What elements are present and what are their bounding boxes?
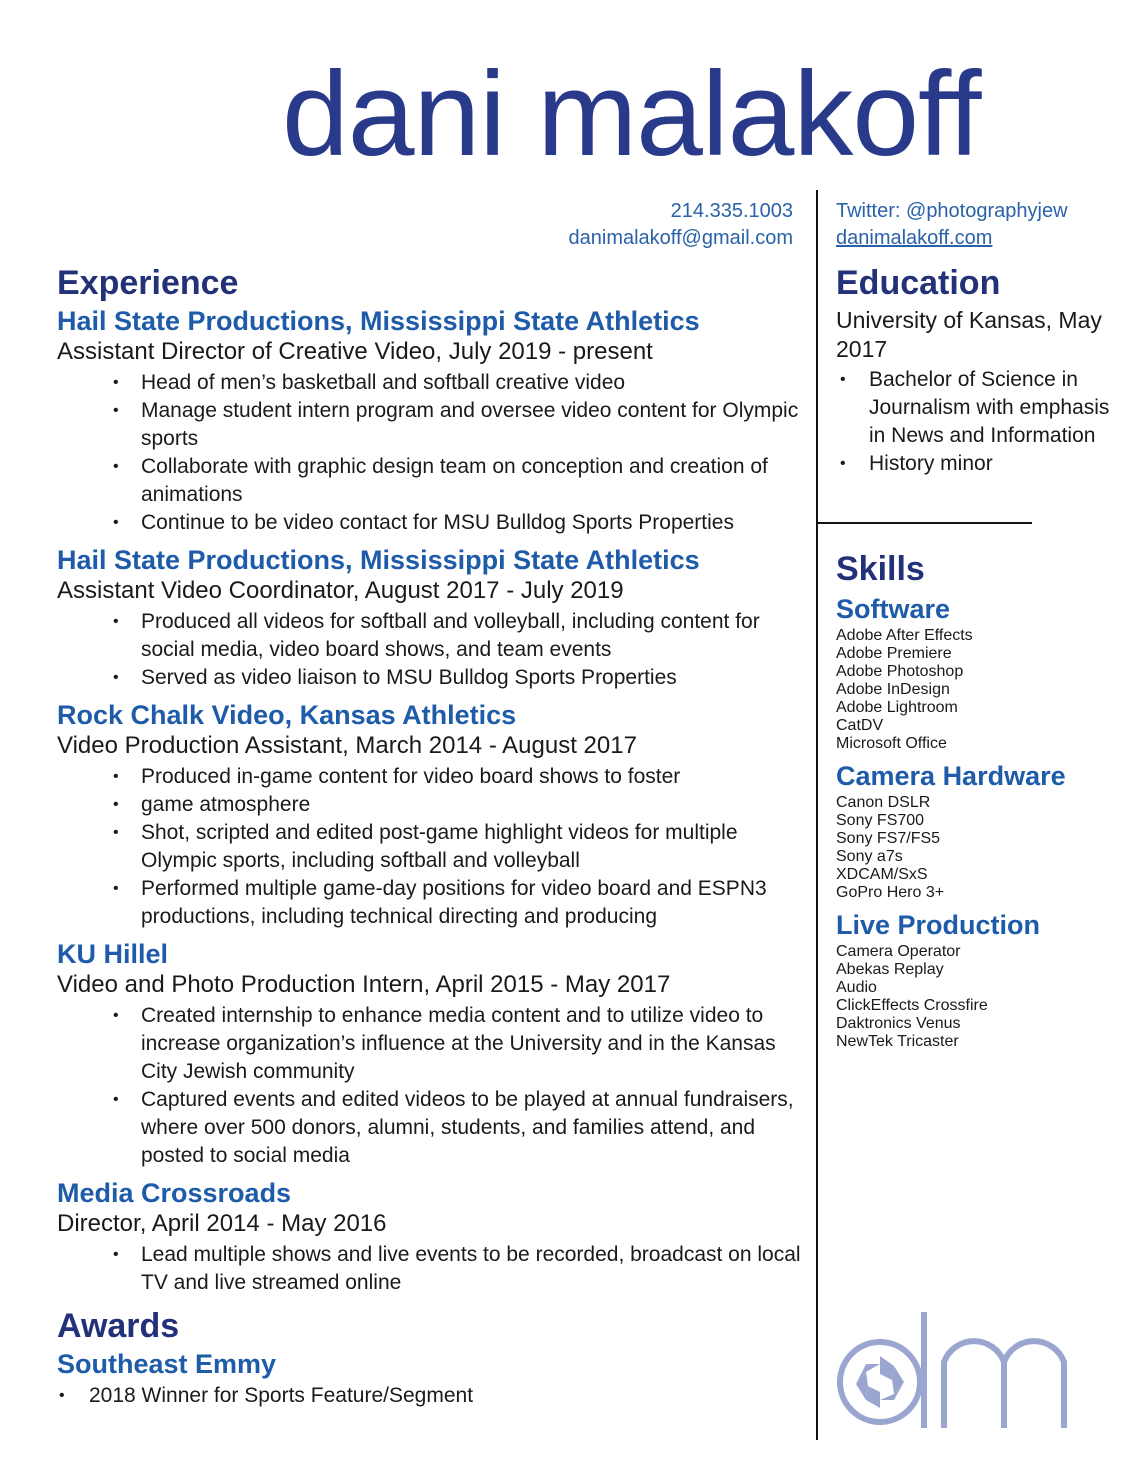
job-entry — [57, 1178, 807, 1297]
skill-list — [836, 943, 1126, 1051]
right-column — [836, 262, 1126, 486]
education-title: Education — [836, 264, 1001, 302]
education-divider — [816, 522, 1032, 524]
skill-item: Sony FS7/FS5 — [836, 830, 941, 847]
skill-item: Adobe InDesign — [836, 681, 950, 698]
skills-section — [836, 548, 1126, 1059]
skill-item: XDCAM/SxS — [836, 866, 928, 883]
skill-item: Adobe Lightroom — [836, 699, 958, 716]
job-organization: KU Hillel — [57, 939, 169, 969]
job-bullet: • game atmosphere — [57, 791, 807, 819]
skill-item: Daktronics Venus — [836, 1015, 961, 1032]
job-bullet: • Created internship to enhance media content and to utilize video to increase organization’s influence at the University and in the Kansas City Jewish community — [57, 1002, 807, 1086]
skill-item: NewTek Tricaster — [836, 1033, 959, 1050]
skill-group-title: Camera Hardware — [836, 761, 1066, 791]
award-name: Southeast Emmy — [57, 1349, 277, 1379]
job-role: Assistant Video Coordinator, August 2017 - July 2019 — [57, 577, 624, 604]
job-bullet: • Continue to be video contact for MSU Bulldog Sports Properties — [57, 509, 807, 537]
contact-right — [836, 198, 1068, 252]
skill-item: Adobe Photoshop — [836, 663, 964, 680]
skill-group-title: Software — [836, 594, 951, 624]
skill-item: Microsoft Office — [836, 735, 947, 752]
email-address[interactable]: danimalakoff@gmail.com — [568, 227, 793, 249]
job-bullet: • Captured events and edited videos to be played at annual fundraisers, where over 500 donors, alumni, students, and families attend, and posted to social media — [57, 1086, 807, 1170]
education-bullets — [836, 366, 1126, 478]
job-entry — [57, 939, 807, 1170]
job-bullet: • Produced all videos for softball and volleyball, including content for social media, video board shows, and team events — [57, 608, 807, 664]
skill-item: Audio — [836, 979, 877, 996]
job-bullet: • Shot, scripted and edited post-game highlight videos for multiple Olympic sports, including softball and volleyball — [57, 819, 807, 875]
dm-logo-icon — [832, 1300, 1067, 1440]
job-role: Video and Photo Production Intern, April 2015 - May 2017 — [57, 971, 671, 998]
left-column — [57, 262, 807, 1418]
skill-list — [836, 794, 1126, 902]
award-bullets — [57, 1382, 807, 1410]
skill-item: Canon DSLR — [836, 794, 931, 811]
skill-group-title: Live Production — [836, 910, 1041, 940]
job-bullet: • Manage student intern program and oversee video content for Olympic sports — [57, 397, 807, 453]
twitter-handle: Twitter: @photographyjew — [836, 200, 1068, 222]
job-bullets — [57, 1241, 807, 1297]
skill-item: Sony FS700 — [836, 812, 925, 829]
job-bullets — [57, 1002, 807, 1170]
education-school: University of Kansas, May 2017 — [836, 307, 1102, 362]
job-organization: Hail State Productions, Mississippi State Athletics — [57, 545, 700, 575]
education-bullet: • Bachelor of Science in Journalism with emphasis in News and Information — [836, 366, 1126, 450]
job-role: Video Production Assistant, March 2014 - August 2017 — [57, 732, 637, 759]
award-bullet: • 2018 Winner for Sports Feature/Segment — [57, 1382, 807, 1410]
awards-title: Awards — [57, 1307, 180, 1345]
job-bullet: • Served as video liaison to MSU Bulldog Sports Properties — [57, 664, 807, 692]
job-entry — [57, 700, 807, 931]
job-bullet: • Collaborate with graphic design team on conception and creation of animations — [57, 453, 807, 509]
job-role: Assistant Director of Creative Video, July 2019 - present — [57, 338, 653, 365]
job-bullets — [57, 369, 807, 537]
job-bullet: • Produced in-game content for video board shows to foster — [57, 763, 807, 791]
skill-item: Sony a7s — [836, 848, 903, 865]
skill-item: GoPro Hero 3+ — [836, 884, 945, 901]
job-bullet: • Lead multiple shows and live events to be recorded, broadcast on local TV and live streamed online — [57, 1241, 807, 1297]
job-organization: Media Crossroads — [57, 1178, 292, 1208]
website-link[interactable]: danimalakoff.com — [836, 227, 993, 249]
skills-title: Skills — [836, 550, 925, 588]
job-organization: Rock Chalk Video, Kansas Athletics — [57, 700, 517, 730]
vertical-divider — [816, 190, 818, 1440]
experience-title: Experience — [57, 264, 239, 302]
job-entry — [57, 545, 807, 692]
skill-item: Abekas Replay — [836, 961, 944, 978]
skill-item: Adobe After Effects — [836, 627, 973, 644]
skill-list — [836, 627, 1126, 753]
contact-left — [569, 198, 793, 252]
skill-item: Camera Operator — [836, 943, 961, 960]
job-bullets — [57, 763, 807, 931]
job-bullet: • Head of men’s basketball and softball creative video — [57, 369, 807, 397]
education-bullet: • History minor — [836, 450, 1126, 478]
job-role: Director, April 2014 - May 2016 — [57, 1210, 387, 1237]
resume-name: dani malakoff — [282, 47, 981, 181]
job-bullet: • Performed multiple game-day positions for video board and ESPN3 productions, including technical directing and producing — [57, 875, 807, 931]
job-bullets — [57, 608, 807, 692]
job-entry — [57, 306, 807, 537]
phone-number: 214.335.1003 — [670, 200, 793, 222]
skill-item: Adobe Premiere — [836, 645, 952, 662]
job-organization: Hail State Productions, Mississippi State Athletics — [57, 306, 700, 336]
skill-item: ClickEffects Crossfire — [836, 997, 988, 1014]
skill-item: CatDV — [836, 717, 884, 734]
